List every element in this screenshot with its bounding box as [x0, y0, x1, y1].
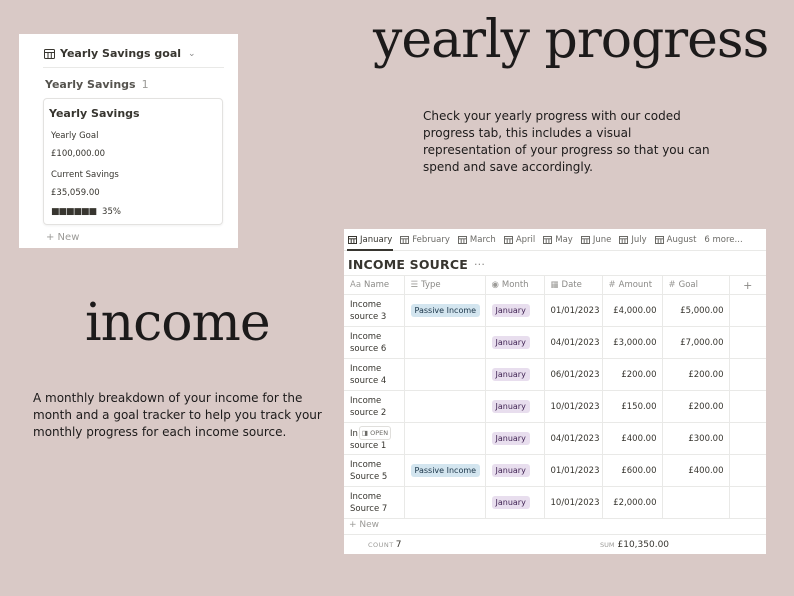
- cell-month[interactable]: [485, 487, 544, 519]
- sum-label: SUM: [600, 541, 615, 549]
- view-tabs: [344, 229, 766, 251]
- cell-name[interactable]: Income source 4: [344, 359, 404, 391]
- cell-month[interactable]: [485, 295, 544, 327]
- group-count: 1: [141, 78, 149, 91]
- type-tag: Passive Income: [411, 464, 481, 477]
- cell-name[interactable]: Income source 2: [344, 391, 404, 423]
- sum-calculation[interactable]: [600, 540, 669, 550]
- yearly-goal-value: £100,000.00: [51, 149, 106, 159]
- cell-goal[interactable]: £7,000.00: [662, 327, 729, 359]
- cell-goal[interactable]: £200.00: [662, 359, 729, 391]
- cell-amount[interactable]: £200.00: [602, 359, 662, 391]
- month-tag: January: [492, 400, 530, 413]
- income-heading: income: [85, 293, 270, 353]
- current-savings-value: £35,059.00: [51, 188, 100, 198]
- cell-type[interactable]: [404, 295, 485, 327]
- cell-month[interactable]: [485, 359, 544, 391]
- calendar-property-icon: ▦: [550, 280, 559, 290]
- cell-date[interactable]: 01/01/2023: [544, 455, 602, 487]
- cell-month[interactable]: [485, 455, 544, 487]
- tab-april[interactable]: [500, 229, 539, 250]
- cell-type[interactable]: [404, 391, 485, 423]
- cell-type[interactable]: [404, 359, 485, 391]
- cell-goal[interactable]: £200.00: [662, 391, 729, 423]
- cell-date[interactable]: 10/01/2023: [544, 487, 602, 519]
- cell-date[interactable]: 04/01/2023: [544, 423, 602, 455]
- progress-percent: 35%: [102, 207, 121, 217]
- tab-july[interactable]: [615, 229, 650, 250]
- column-header-name[interactable]: [344, 276, 404, 295]
- cell-name[interactable]: Income source 3: [344, 295, 404, 327]
- tab-label: April: [515, 234, 536, 245]
- current-savings-label: Current Savings: [51, 170, 119, 180]
- table-view-icon: [458, 236, 467, 244]
- name-prefix: In: [350, 428, 358, 439]
- table-row[interactable]: [344, 391, 766, 423]
- cell-date[interactable]: 06/01/2023: [544, 359, 602, 391]
- income-description: A monthly breakdown of your income for the month and a goal tracker to help you track your monthly progress for each income source.: [33, 391, 322, 439]
- cell-month[interactable]: [485, 327, 544, 359]
- tab-may[interactable]: [539, 229, 577, 250]
- cell-empty: [729, 423, 766, 455]
- table-view-icon: [44, 49, 55, 59]
- column-header-month[interactable]: [485, 276, 544, 295]
- cell-empty: [729, 327, 766, 359]
- savings-db-title-text: Yearly Savings goal: [60, 47, 182, 60]
- table-row[interactable]: [344, 359, 766, 391]
- card-title: Yearly Savings: [49, 107, 140, 120]
- cell-empty: [729, 487, 766, 519]
- month-tag: January: [492, 304, 530, 317]
- tab-label: January: [360, 234, 393, 245]
- divider: [344, 534, 766, 535]
- cell-date[interactable]: 10/01/2023: [544, 391, 602, 423]
- cell-type[interactable]: [404, 455, 485, 487]
- more-options-icon[interactable]: ···: [473, 258, 486, 271]
- select-property-icon: ◉: [491, 280, 499, 290]
- count-calculation[interactable]: [368, 540, 401, 550]
- cell-type[interactable]: [404, 423, 485, 455]
- tab-label: May: [555, 234, 573, 245]
- month-tag: January: [492, 336, 530, 349]
- column-label: Date: [561, 280, 582, 290]
- cell-date[interactable]: 04/01/2023: [544, 327, 602, 359]
- cell-month[interactable]: [485, 423, 544, 455]
- open-label: OPEN: [370, 428, 389, 437]
- table-view-icon: [619, 236, 628, 244]
- yearly-progress-description: Check your yearly progress with our coded progress tab, this includes a visual representation of your progress so that you can spend and save accordingly.: [423, 109, 710, 174]
- chevron-down-icon[interactable]: ⌄: [188, 48, 196, 59]
- text-property-icon: Aa: [350, 280, 362, 290]
- yearly-goal-label: Yearly Goal: [51, 131, 99, 141]
- tab-label: March: [469, 234, 496, 245]
- new-row-button[interactable]: + New: [349, 520, 380, 530]
- cell-amount[interactable]: £3,000.00: [602, 327, 662, 359]
- type-tag: Passive Income: [411, 304, 481, 317]
- table-view-icon: [348, 236, 357, 244]
- cell-name[interactable]: Income Source 7: [344, 487, 404, 519]
- count-label: COUNT: [368, 541, 394, 549]
- name-suffix: source 1: [350, 440, 387, 451]
- table-view-icon: [400, 236, 409, 244]
- column-label: Type: [421, 280, 441, 290]
- more-tabs-button[interactable]: 6 more...: [704, 234, 743, 245]
- cell-type[interactable]: [404, 327, 485, 359]
- open-page-button[interactable]: [359, 426, 391, 440]
- table-row[interactable]: [344, 295, 766, 327]
- cell-month[interactable]: [485, 391, 544, 423]
- tab-label: August: [666, 234, 697, 245]
- table-view-icon: [504, 236, 513, 244]
- new-card-button[interactable]: + New: [46, 232, 80, 243]
- column-header-amount[interactable]: [602, 276, 662, 295]
- month-tag: January: [492, 464, 530, 477]
- progress-blocks: ■■■■■■: [51, 207, 97, 217]
- column-header-type[interactable]: [404, 276, 485, 295]
- table-view-icon: [543, 236, 552, 244]
- month-tag: January: [492, 496, 530, 509]
- cell-empty: [729, 391, 766, 423]
- yearly-progress-heading: yearly progress: [373, 10, 769, 70]
- table-view-icon: [581, 236, 590, 244]
- table-row[interactable]: [344, 327, 766, 359]
- income-table-panel: [344, 229, 766, 554]
- column-header-date[interactable]: [544, 276, 602, 295]
- cell-goal[interactable]: [662, 487, 729, 519]
- yearly-savings-panel: [19, 34, 238, 248]
- cell-goal[interactable]: £400.00: [662, 455, 729, 487]
- cell-name[interactable]: Income source 6: [344, 327, 404, 359]
- tab-label: June: [592, 234, 612, 245]
- open-icon: ◨: [361, 428, 371, 437]
- add-column-button[interactable]: [729, 276, 766, 295]
- tab-march[interactable]: [454, 229, 500, 250]
- table-row[interactable]: [344, 423, 766, 455]
- tab-august[interactable]: [651, 229, 701, 250]
- tab-february[interactable]: [396, 229, 454, 250]
- number-property-icon: #: [668, 280, 676, 290]
- cell-empty: [729, 359, 766, 391]
- month-tag: January: [492, 432, 530, 445]
- column-label: Goal: [678, 280, 698, 290]
- tab-january[interactable]: [344, 229, 396, 250]
- column-label: Month: [501, 280, 529, 290]
- table-title-text: INCOME SOURCE: [348, 257, 468, 272]
- progress-bar: [51, 207, 121, 217]
- cell-date[interactable]: 01/01/2023: [544, 295, 602, 327]
- board-group-header: [45, 78, 149, 91]
- plus-icon: +: [743, 278, 753, 292]
- group-label: Yearly Savings: [45, 78, 136, 91]
- cell-amount[interactable]: £400.00: [602, 423, 662, 455]
- table-row[interactable]: [344, 455, 766, 487]
- sum-value: £10,350.00: [617, 540, 670, 550]
- savings-database-title[interactable]: [44, 47, 196, 60]
- tab-label: February: [412, 234, 450, 245]
- cell-amount[interactable]: £2,000.00: [602, 487, 662, 519]
- month-tag: January: [492, 368, 530, 381]
- divider: [43, 67, 224, 68]
- cell-empty: [729, 295, 766, 327]
- table-view-icon: [655, 236, 664, 244]
- tab-label: July: [631, 234, 647, 245]
- table-row[interactable]: [344, 487, 766, 519]
- column-label: Amount: [618, 280, 653, 290]
- cell-goal[interactable]: £300.00: [662, 423, 729, 455]
- cell-name[interactable]: Income Source 5: [344, 455, 404, 487]
- list-property-icon: ☰: [410, 280, 419, 290]
- cell-amount[interactable]: £4,000.00: [602, 295, 662, 327]
- number-property-icon: #: [608, 280, 616, 290]
- count-value: 7: [395, 540, 402, 550]
- table-title: [348, 257, 485, 272]
- cell-empty: [729, 455, 766, 487]
- cell-amount[interactable]: £150.00: [602, 391, 662, 423]
- cell-name[interactable]: [344, 423, 404, 455]
- savings-card[interactable]: [43, 98, 223, 225]
- column-label: Name: [364, 280, 390, 290]
- column-header-goal[interactable]: [662, 276, 729, 295]
- cell-goal[interactable]: £5,000.00: [662, 295, 729, 327]
- income-table: [344, 275, 766, 519]
- table-header-row: [344, 276, 766, 295]
- cell-type[interactable]: [404, 487, 485, 519]
- tab-june[interactable]: [577, 229, 616, 250]
- cell-amount[interactable]: £600.00: [602, 455, 662, 487]
